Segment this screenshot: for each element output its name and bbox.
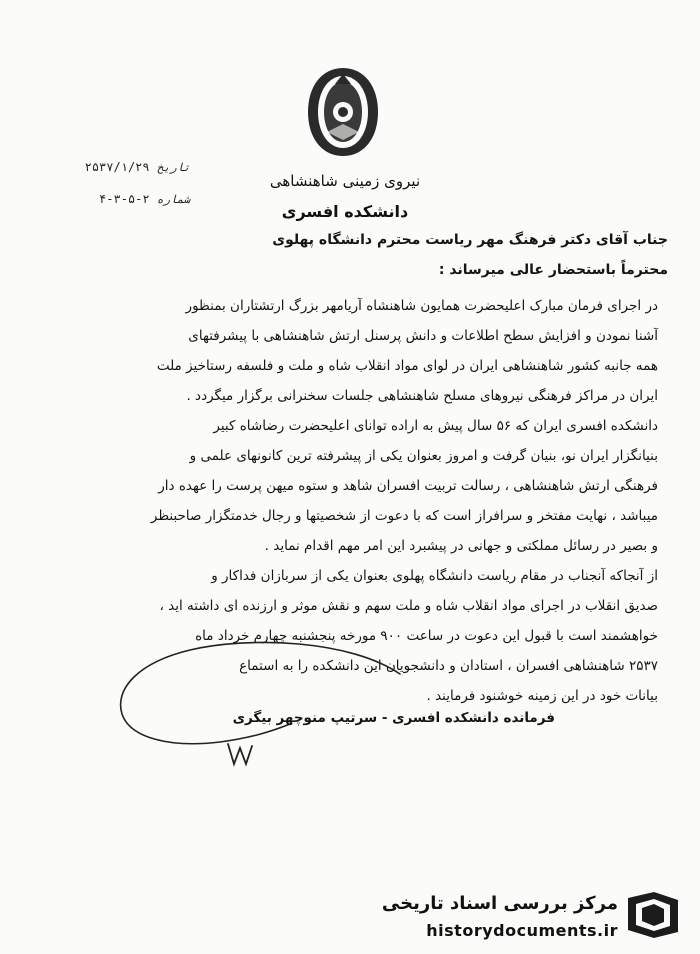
org-name-line1: نیروی زمینی شاهنشاهی [269, 172, 421, 190]
body-line: ایران در مراکز فرهنگی نیروهای مسلح شاهنشاهی جلسات سخنرانی برگزار میگردد . [186, 388, 658, 404]
body-line: دانشکده افسری ایران که ۵۶ سال پیش به اراده توانای اعلیحضرت رضاشاه کبیر [213, 418, 658, 434]
body-line: بیانات خود در این زمینه خوشنود فرمایند . [426, 688, 658, 704]
number-field [30, 192, 190, 206]
watermark-title: مرکز بررسی اسناد تاریخی [381, 893, 618, 914]
body-line: فرهنگی ارتش شاهنشاهی ، رسالت تربیت افسران شاهد و ستوه میهن پرست را عهده دار [158, 478, 658, 494]
org-name-line2: دانشکده افسری [281, 202, 409, 221]
body-line: بنیانگزار ایران نو، بنیان گرفت و امروز بعنوان یکی از پیشرفته ترین کانونهای علمی و [189, 448, 658, 464]
archive-logo-icon [624, 888, 682, 940]
date-label: تاریخ [156, 161, 190, 174]
number-label: شماره [156, 193, 190, 206]
salutation-line: محترماً باستحضار عالی میرساند : [438, 262, 668, 278]
army-emblem-icon [302, 62, 384, 162]
signature-line: فرمانده دانشکده افسری - سرتیپ منوچهر بیگری [232, 710, 555, 726]
date-value: ۲۵۳۷/۱/۲۹ [84, 160, 150, 174]
body-line: در اجرای فرمان مبارک اعلیحضرت همایون شاهنشاه آریامهر بزرگ ارتشتاران بمنظور [185, 298, 658, 314]
body-line: صدیق انقلاب در اجرای مواد انقلاب شاه و ملت سهم و نقش موثر و ارزنده ای داشته اید ، [159, 598, 658, 614]
addressee-line: جناب آقای دکتر فرهنگ مهر ریاست محترم دانشگاه پهلوی [272, 232, 668, 248]
body-line: همه جانبه کشور شاهنشاهی ایران در لوای مواد انقلاب شاه و ملت و فلسفه رستاخیز ملت [156, 358, 658, 374]
body-line: ۲۵۳۷ شاهنشاهی افسران ، استادان و دانشجویان این دانشکده را به استماع [239, 658, 658, 674]
date-field [30, 160, 190, 174]
body-line: و بصیر در رسائل مملکتی و جهانی در پیشبرد این امر مهم اقدام نماید . [264, 538, 658, 554]
body-line: آشنا نمودن و افزایش سطح اطلاعات و دانش پرسنل ارتش شاهنشاهی با پیشرفتهای [188, 328, 658, 344]
body-line: از آنجاکه آنجناب در مقام ریاست دانشگاه پهلوی بعنوان یکی از سربازان فداکار و [211, 568, 658, 584]
watermark-url: historydocuments.ir [426, 921, 618, 940]
number-value: ۲-۵-۳-۴ [99, 192, 150, 206]
handwritten-signature [100, 628, 410, 768]
body-line: خواهشمند است با قبول این دعوت در ساعت ۹۰۰ مورخه پنجشنبه چهارم خرداد ماه [195, 628, 658, 644]
body-line: میباشد ، نهایت مفتخر و سرافراز است که با دعوت از شخصیتها و رجال خدمتگزار صاحبنظر [150, 508, 658, 524]
